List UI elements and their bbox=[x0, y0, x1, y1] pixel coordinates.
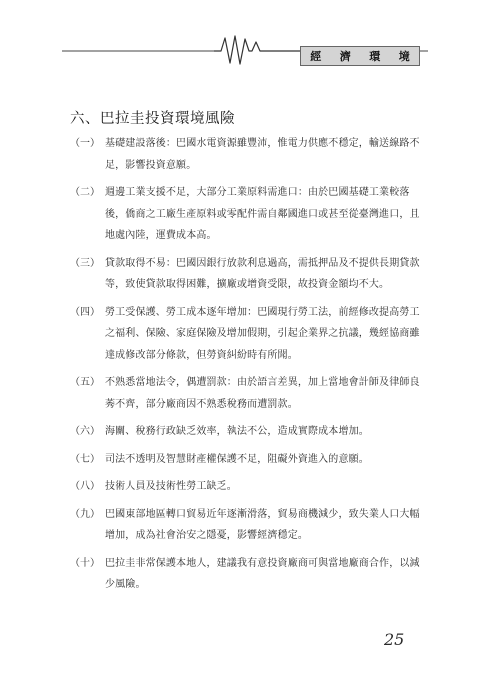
section-label-char: 經 bbox=[310, 50, 322, 63]
item-text-line: 之福利、保險、家庭保險及增加假期，引起企業界之抗議，幾經協商雖 bbox=[105, 328, 420, 339]
list-item bbox=[70, 504, 430, 547]
list-item bbox=[70, 182, 430, 247]
item-text-line: 巴拉圭非常保護本地人，建議我有意投資廠商可與當地廠商合作，以減 bbox=[105, 557, 420, 569]
list-item bbox=[70, 421, 430, 443]
item-text-line: 莠不齊，部分廠商因不熟悉稅務而遭罰款。 bbox=[105, 398, 298, 410]
item-number: （八） bbox=[70, 481, 100, 492]
item-text-line: 增加，成為社會治安之隱憂，影響經濟穩定。 bbox=[105, 530, 308, 541]
item-text-line: 足，影響投資意願。 bbox=[105, 159, 197, 171]
risk-list bbox=[70, 133, 430, 602]
item-number: （三） bbox=[70, 257, 100, 269]
list-item bbox=[70, 476, 430, 498]
item-number: （六） bbox=[70, 426, 100, 437]
item-number: （四） bbox=[70, 306, 100, 318]
page-number: 25 bbox=[384, 630, 405, 649]
item-text-line: 巴國東部地區轉口貿易近年逐漸滑落，貿易商機減少，致失業人口大幅 bbox=[105, 508, 420, 520]
item-text-line: 等，致使貸款取得困難，擴廠或增資受限，故投資金額均不大。 bbox=[105, 279, 390, 290]
item-number: （一） bbox=[70, 138, 100, 149]
section-label-char: 境 bbox=[398, 50, 410, 63]
section-heading: 六、巴拉圭投資環境風險 bbox=[70, 111, 235, 127]
item-text-line: 司法不透明及智慧財產權保護不足，阻礙外資進入的意願。 bbox=[105, 453, 369, 465]
item-text-line: 基礎建設落後：巴國水電資源雖豐沛，惟電力供應不穩定，輸送線路不 bbox=[105, 138, 420, 149]
item-text-line: 週邊工業支援不足，大部分工業原料需進口：由於巴國基礎工業較落 bbox=[105, 187, 410, 198]
item-text-line: 海關、稅務行政缺乏效率，執法不公，造成實際成本增加。 bbox=[105, 426, 369, 437]
list-item bbox=[70, 133, 430, 176]
item-number: （十） bbox=[70, 557, 100, 569]
list-item bbox=[70, 553, 430, 596]
item-number: （二） bbox=[70, 187, 100, 198]
item-text-line: 技術人員及技術性勞工缺乏。 bbox=[105, 481, 237, 492]
list-item bbox=[70, 449, 430, 471]
list-item bbox=[70, 372, 430, 415]
item-text-line: 不熟悉當地法令，偶遭罰款：由於語言差異，加上當地會計師及律師良 bbox=[105, 377, 420, 388]
section-label-tag bbox=[300, 46, 420, 66]
item-text-line: 地處內陸，運費成本高。 bbox=[105, 230, 217, 241]
item-text-line: 後，僑商之工廠生產原料或零配件需自鄰國進口或甚至從臺灣進口，且 bbox=[105, 208, 420, 220]
item-number: （九） bbox=[70, 508, 100, 520]
item-text-line: 少風險。 bbox=[105, 579, 146, 590]
item-text-line: 達成修改部分條款，但勞資糾紛時有所聞。 bbox=[105, 349, 298, 361]
item-number: （五） bbox=[70, 377, 100, 388]
item-text-line: 貸款取得不易：巴國因銀行放款利息過高，需抵押品及不提供長期貸款 bbox=[105, 257, 420, 269]
section-label-char: 濟 bbox=[339, 50, 351, 63]
item-text-line: 勞工受保護、勞工成本逐年增加：巴國現行勞工法，前經修改提高勞工 bbox=[105, 306, 420, 318]
list-item bbox=[70, 302, 430, 367]
section-label-char: 環 bbox=[369, 50, 381, 63]
item-number: （七） bbox=[70, 453, 100, 465]
list-item bbox=[70, 253, 430, 296]
running-header bbox=[0, 30, 480, 70]
